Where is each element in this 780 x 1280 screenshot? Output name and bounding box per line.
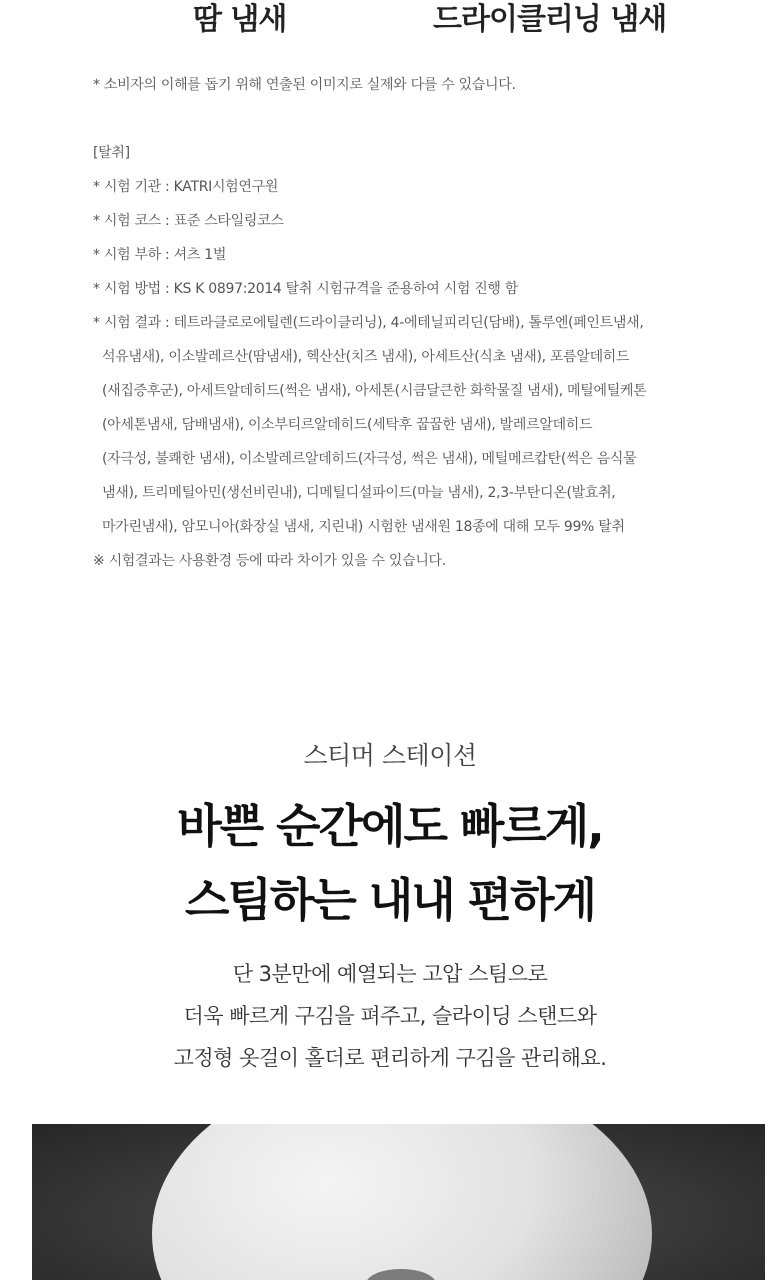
test-note-line: * 시험 방법 : KS K 0897:2014 탈취 시험규격을 준용하여 시험 진행 함 xyxy=(93,281,519,297)
test-note-line: (아세톤냄새, 담배냄새), 이소부티르알데히드(세탁후 꿉꿉한 냄새), 발레르알데히드 xyxy=(102,417,593,433)
test-note-line: 냄새), 트리메틸아민(생선비린내), 디메틸디설파이드(마늘 냄새), 2,3-부탄디온(발효취, xyxy=(102,485,616,501)
body-line-3: 고정형 옷걸이 홀더로 편리하게 구김을 관리해요. xyxy=(173,1046,607,1070)
body-line-2: 더욱 빠르게 구김을 펴주고, 슬라이딩 스탠드와 xyxy=(183,1004,597,1028)
test-note-line: 석유냄새), 이소발레르산(땀냄새), 헥산산(치즈 냄새), 아세트산(식초 냄새), 포름알데히드 xyxy=(102,349,630,365)
test-note-line: (새집증후군), 아세트알데히드(썩은 냄새), 아세톤(시큼달큰한 화학물질 냄새), 메틸에틸케톤 xyxy=(102,383,647,399)
test-note-line: * 시험 부하 : 셔츠 1벌 xyxy=(93,247,227,263)
drycleaning-odor-label: 드라이클리닝 냄새 xyxy=(433,2,667,37)
body-line-1: 단 3분만에 예열되는 고압 스팀으로 xyxy=(232,962,548,986)
headline-line-2: 스팀하는 내내 편하게 xyxy=(185,873,595,927)
steamer-body-image xyxy=(152,1124,652,1280)
deodorize-heading: [탈취] xyxy=(93,145,130,161)
comparison-labels xyxy=(0,0,780,40)
headline-line-1: 바쁜 순간에도 빠르게, xyxy=(177,799,603,853)
steamer-product-photo xyxy=(32,1124,765,1280)
test-note-line: 마가린냄새), 암모니아(화장실 냄새, 지린내) 시험한 냄새원 18종에 대해 모두 99% 탈취 xyxy=(102,519,625,535)
test-note-line: (자극성, 불쾌한 냄새), 이소발레르알데히드(자극성, 썩은 냄새), 메틸메르캅탄(썩은 음식물 xyxy=(102,451,637,467)
test-note-line: * 시험 결과 : 테트라클로로에틸렌(드라이클리닝), 4-에테닐피리딘(담배), 톨루엔(페인트냄새, xyxy=(93,315,644,331)
section-eyebrow: 스티머 스테이션 xyxy=(303,741,477,770)
test-result-footnote: ※ 시험결과는 사용환경 등에 따라 차이가 있을 수 있습니다. xyxy=(93,553,446,569)
sweat-odor-label: 땀 냄새 xyxy=(193,2,287,37)
test-note-line: * 시험 코스 : 표준 스타일링코스 xyxy=(93,213,284,229)
image-disclaimer: * 소비자의 이해를 돕기 위해 연출된 이미지로 실제와 다를 수 있습니다. xyxy=(93,77,516,93)
test-note-line: * 시험 기관 : KATRI시험연구원 xyxy=(93,179,279,195)
